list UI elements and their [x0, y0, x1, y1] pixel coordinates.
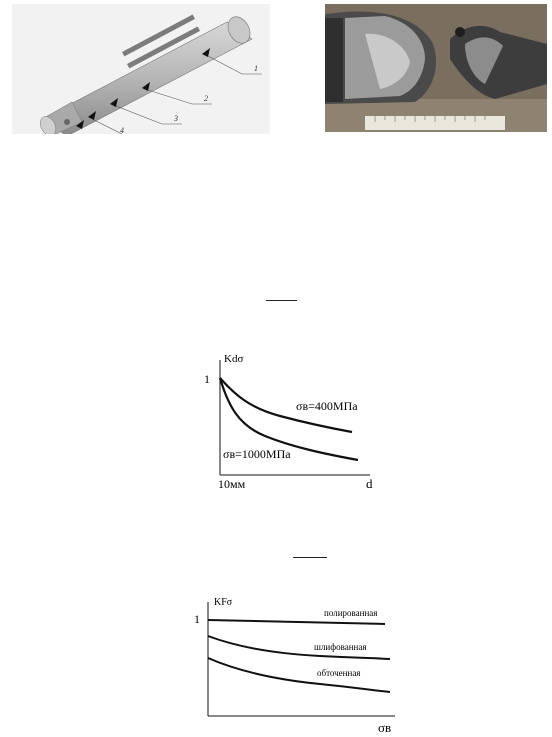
chart1-ylabel: Kdσ — [224, 353, 244, 365]
shaft-label-3: 3 — [174, 114, 178, 123]
chart2-series-polished — [208, 620, 385, 624]
chart2-ylabel: KFσ — [214, 597, 233, 608]
chart2-ytick: 1 — [194, 612, 200, 626]
shaft-label-4: 4 — [120, 126, 124, 134]
underline-1 — [266, 300, 297, 301]
chart2-xlabel: σв — [378, 720, 392, 735]
chart-kf-sigma — [190, 592, 400, 737]
chart1-series-label-1000: σв=1000МПа — [223, 447, 291, 461]
chart-kd-sigma — [190, 350, 390, 490]
chart1-ytick: 1 — [204, 372, 210, 386]
chart2-series-label-ground: шлифованная — [314, 642, 367, 652]
shaft-label-1: 1 — [254, 64, 258, 73]
chart2-series-label-polished: полированная — [324, 608, 378, 618]
chart2-series-label-turned: обточенная — [317, 668, 361, 678]
shaft-drawing — [12, 4, 270, 134]
shaft-label-2: 2 — [204, 94, 208, 103]
chart2-series-turned — [208, 658, 390, 692]
shaft-illustration — [12, 4, 270, 134]
chart1-xtick: 10мм — [218, 477, 246, 490]
broken-shaft-drawing — [325, 4, 547, 132]
underline-2 — [293, 557, 327, 558]
chart1-series-label-400: σв=400МПа — [296, 399, 358, 413]
broken-shaft-photo — [325, 4, 547, 132]
chart1-xlabel: d — [366, 476, 373, 490]
